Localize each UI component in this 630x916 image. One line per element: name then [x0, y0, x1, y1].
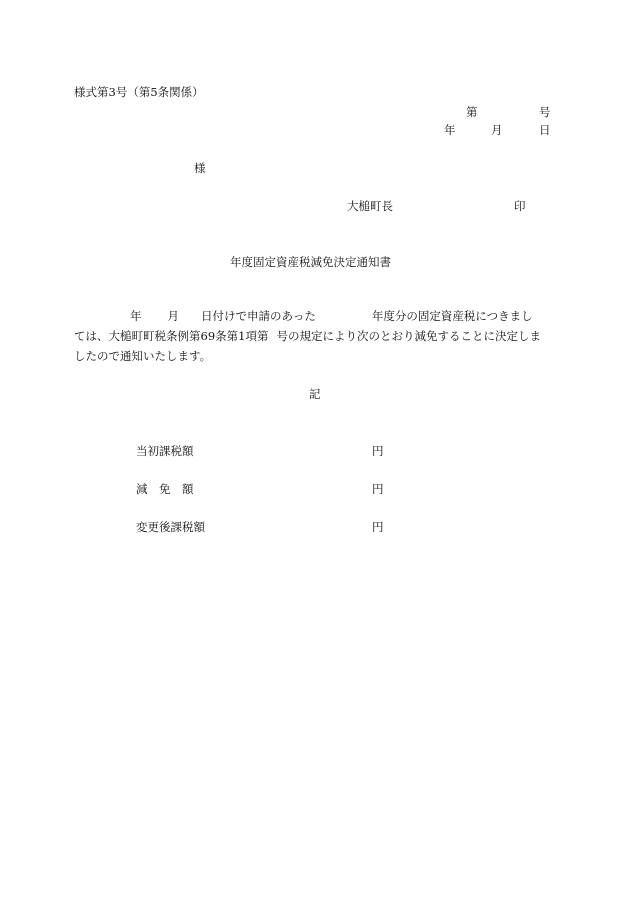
item-unit-original-tax: 円 — [372, 444, 384, 458]
item-unit-revised-tax: 円 — [372, 520, 384, 534]
body-line-3: したので通知いたします。 — [74, 349, 212, 363]
body-segment-3: ては、大槌町町税条例第69条第1項第 — [74, 329, 269, 343]
body-line-2 — [74, 326, 554, 346]
item-label-original-tax: 当初課税額 — [136, 444, 194, 458]
doc-number-suffix: 号 — [539, 105, 551, 119]
item-unit-reduction: 円 — [372, 482, 384, 496]
recipient-honorific: 様 — [194, 161, 206, 175]
date-year: 年 — [444, 123, 456, 137]
body-month: 月 — [167, 309, 179, 323]
item-label-revised-tax: 変更後課税額 — [136, 520, 205, 534]
ki-heading: 記 — [309, 387, 321, 401]
body-segment-4: 号の規定により次のとおり減免することに決定しま — [276, 329, 541, 343]
body-segment-2: 年度分の固定資産税につきまし — [371, 309, 533, 323]
item-label-reduction: 減 免 額 — [136, 482, 194, 496]
body-year: 年 — [130, 309, 142, 323]
notice-body — [74, 306, 554, 366]
date-month: 月 — [491, 123, 503, 137]
seal-mark: 印 — [514, 199, 526, 213]
issuer-title: 大槌町長 — [347, 199, 393, 213]
document-title: 年度固定資産税減免決定通知書 — [230, 255, 391, 269]
body-segment-1: 日付けで申請のあった — [201, 309, 316, 323]
date-day: 日 — [539, 123, 551, 137]
body-line-1 — [74, 306, 554, 326]
form-label: 様式第3号（第5条関係） — [74, 85, 204, 99]
doc-number-prefix: 第 — [466, 105, 478, 119]
